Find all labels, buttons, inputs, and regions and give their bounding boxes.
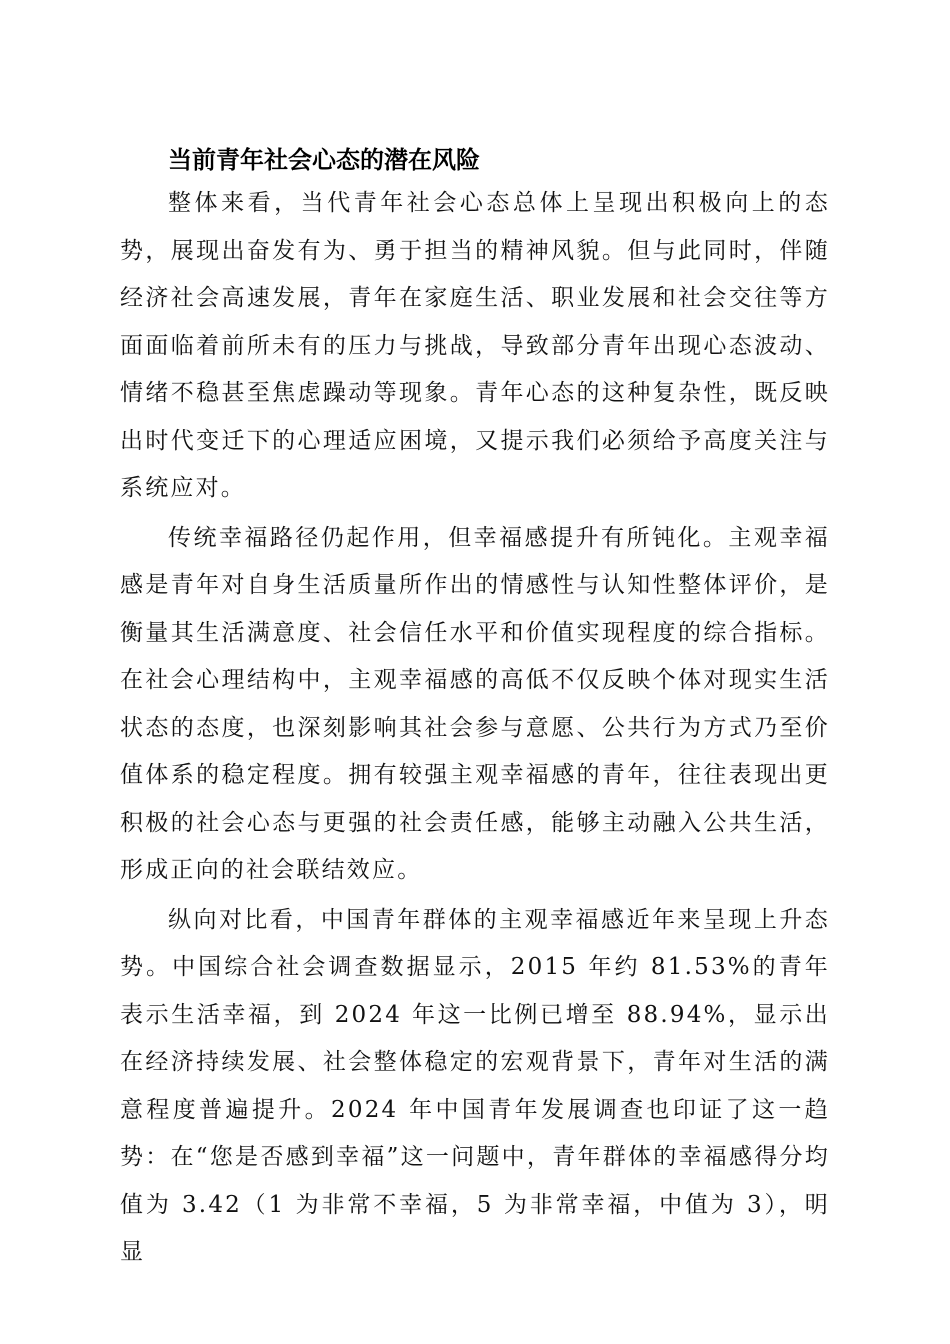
section-heading: 当前青年社会心态的潜在风险 [168,146,480,174]
document-body [120,140,830,1279]
paragraph-3: 纵向对比看，中国青年群体的主观幸福感近年来呈现上升态势。中国综合社会调查数据显示，2015 年约 81.53%的青年表示生活幸福，到 2024 年这一比例已增至 88.94%，显示出在经济持续发展、社会整体稳定的宏观背景下，青年对生活的满意程度普遍提升。2024 年中国青年发展调查也印证了这一趋势：在“您是否感到幸福”这一问题中，青年群体的幸福感得分均值为 3.42（1 为非常不幸福，5 为非常幸福，中值为 3），明显 [120,906,830,1265]
paragraph-1: 整体来看，当代青年社会心态总体上呈现出积极向上的态势，展现出奋发有为、勇于担当的精神风貌。但与此同时，伴随经济社会高速发展，青年在家庭生活、职业发展和社会交往等方面面临着前所未有的压力与挑战，导致部分青年出现心态波动、情绪不稳甚至焦虑躁动等现象。青年心态的这种复杂性，既反映出时代变迁下的心理适应困境，又提示我们必须给予高度关注与系统应对。 [120,190,830,501]
paragraph-2: 传统幸福路径仍起作用，但幸福感提升有所钝化。主观幸福感是青年对自身生活质量所作出的情感性与认知性整体评价，是衡量其生活满意度、社会信任水平和价值实现程度的综合指标。在社会心理结构中，主观幸福感的高低不仅反映个体对现实生活状态的态度，也深刻影响其社会参与意愿、公共行为方式乃至价值体系的稳定程度。拥有较强主观幸福感的青年，往往表现出更积极的社会心态与更强的社会责任感，能够主动融入公共生活，形成正向的社会联结效应。 [120,524,830,883]
